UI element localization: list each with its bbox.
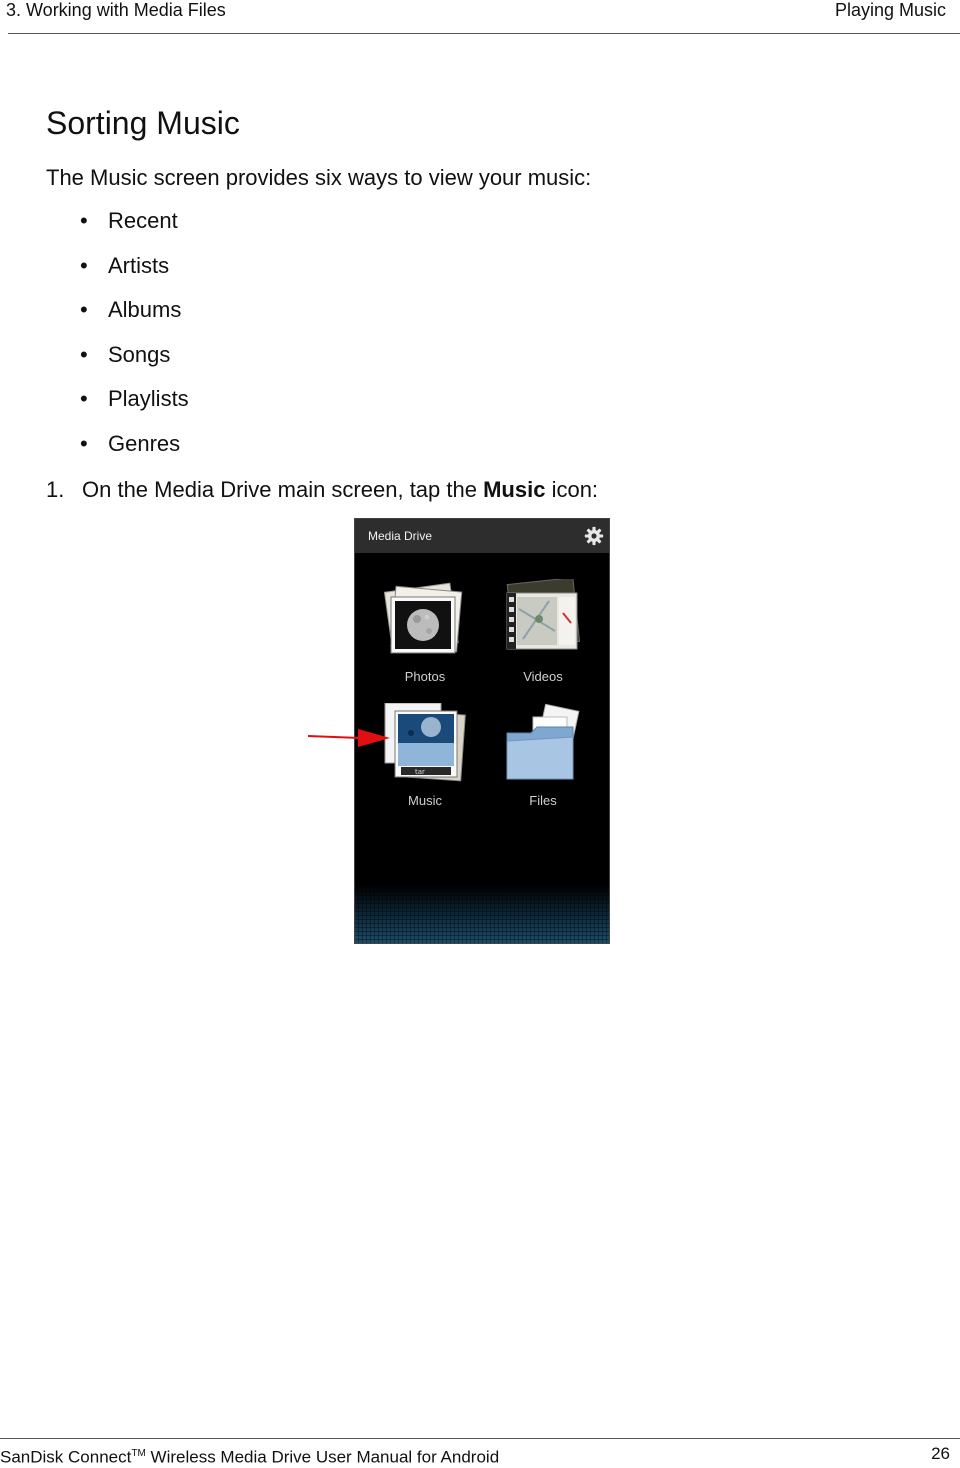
page-number: 26 — [931, 1444, 950, 1463]
trademark: TM — [131, 1448, 146, 1459]
gear-icon[interactable] — [583, 525, 605, 547]
step-text-bold: Music — [483, 477, 546, 502]
step-text-before: On the Media Drive main screen, tap the — [82, 477, 477, 502]
list-item — [80, 295, 189, 340]
music-label: Music — [408, 793, 442, 808]
videos-label: Videos — [523, 669, 563, 684]
section-heading: Sorting Music — [46, 105, 240, 141]
list-item-label: Artists — [108, 252, 170, 278]
videos-icon — [493, 579, 593, 665]
files-label: Files — [529, 793, 557, 808]
bullet-icon: • — [80, 208, 88, 233]
photos-label: Photos — [404, 669, 446, 684]
footer-divider — [0, 1438, 960, 1439]
list-item-label: Albums — [108, 297, 182, 323]
phone-app-title: Media Drive — [368, 529, 433, 543]
bullet-icon: • — [80, 430, 88, 456]
list-item — [80, 384, 189, 429]
header-section: Playing Music — [834, 0, 946, 20]
photos-tile[interactable] — [375, 579, 475, 689]
phone-screenshot — [354, 518, 610, 944]
list-item — [80, 429, 189, 474]
step-number: 1. — [46, 477, 65, 502]
phone-bottom-glow — [355, 885, 609, 943]
list-item-label: Recent — [108, 208, 178, 233]
step-text-after: icon: — [551, 477, 599, 502]
bullet-icon: • — [80, 252, 88, 278]
pointer-arrow-icon — [306, 724, 392, 752]
step-1 — [46, 476, 598, 504]
list-item — [80, 340, 189, 385]
list-item-label: Playlists — [108, 386, 189, 412]
photos-icon — [375, 579, 475, 665]
list-item — [80, 206, 189, 251]
files-tile[interactable] — [493, 703, 593, 813]
list-item — [80, 251, 189, 296]
list-item-label: Songs — [108, 341, 171, 367]
bullet-icon: • — [80, 341, 88, 367]
videos-tile[interactable] — [493, 579, 593, 689]
header-chapter: 3. Working with Media Files — [6, 0, 226, 20]
footer-title — [0, 1444, 499, 1468]
intro-text: The Music screen provides six ways to view your music: — [46, 165, 592, 190]
bullet-icon: • — [80, 297, 88, 323]
folder-icon — [493, 703, 593, 789]
list-item-label: Genres — [108, 430, 181, 456]
music-tile[interactable] — [375, 703, 475, 813]
footer-brand: SanDisk Connect — [0, 1447, 132, 1467]
svg-text:tar: tar — [415, 768, 425, 776]
bullet-icon: • — [80, 386, 88, 412]
footer-rest: Wireless Media Drive User Manual for Android — [145, 1447, 500, 1467]
view-options-list — [80, 206, 189, 474]
phone-action-bar — [355, 519, 609, 553]
header-divider — [8, 33, 960, 34]
